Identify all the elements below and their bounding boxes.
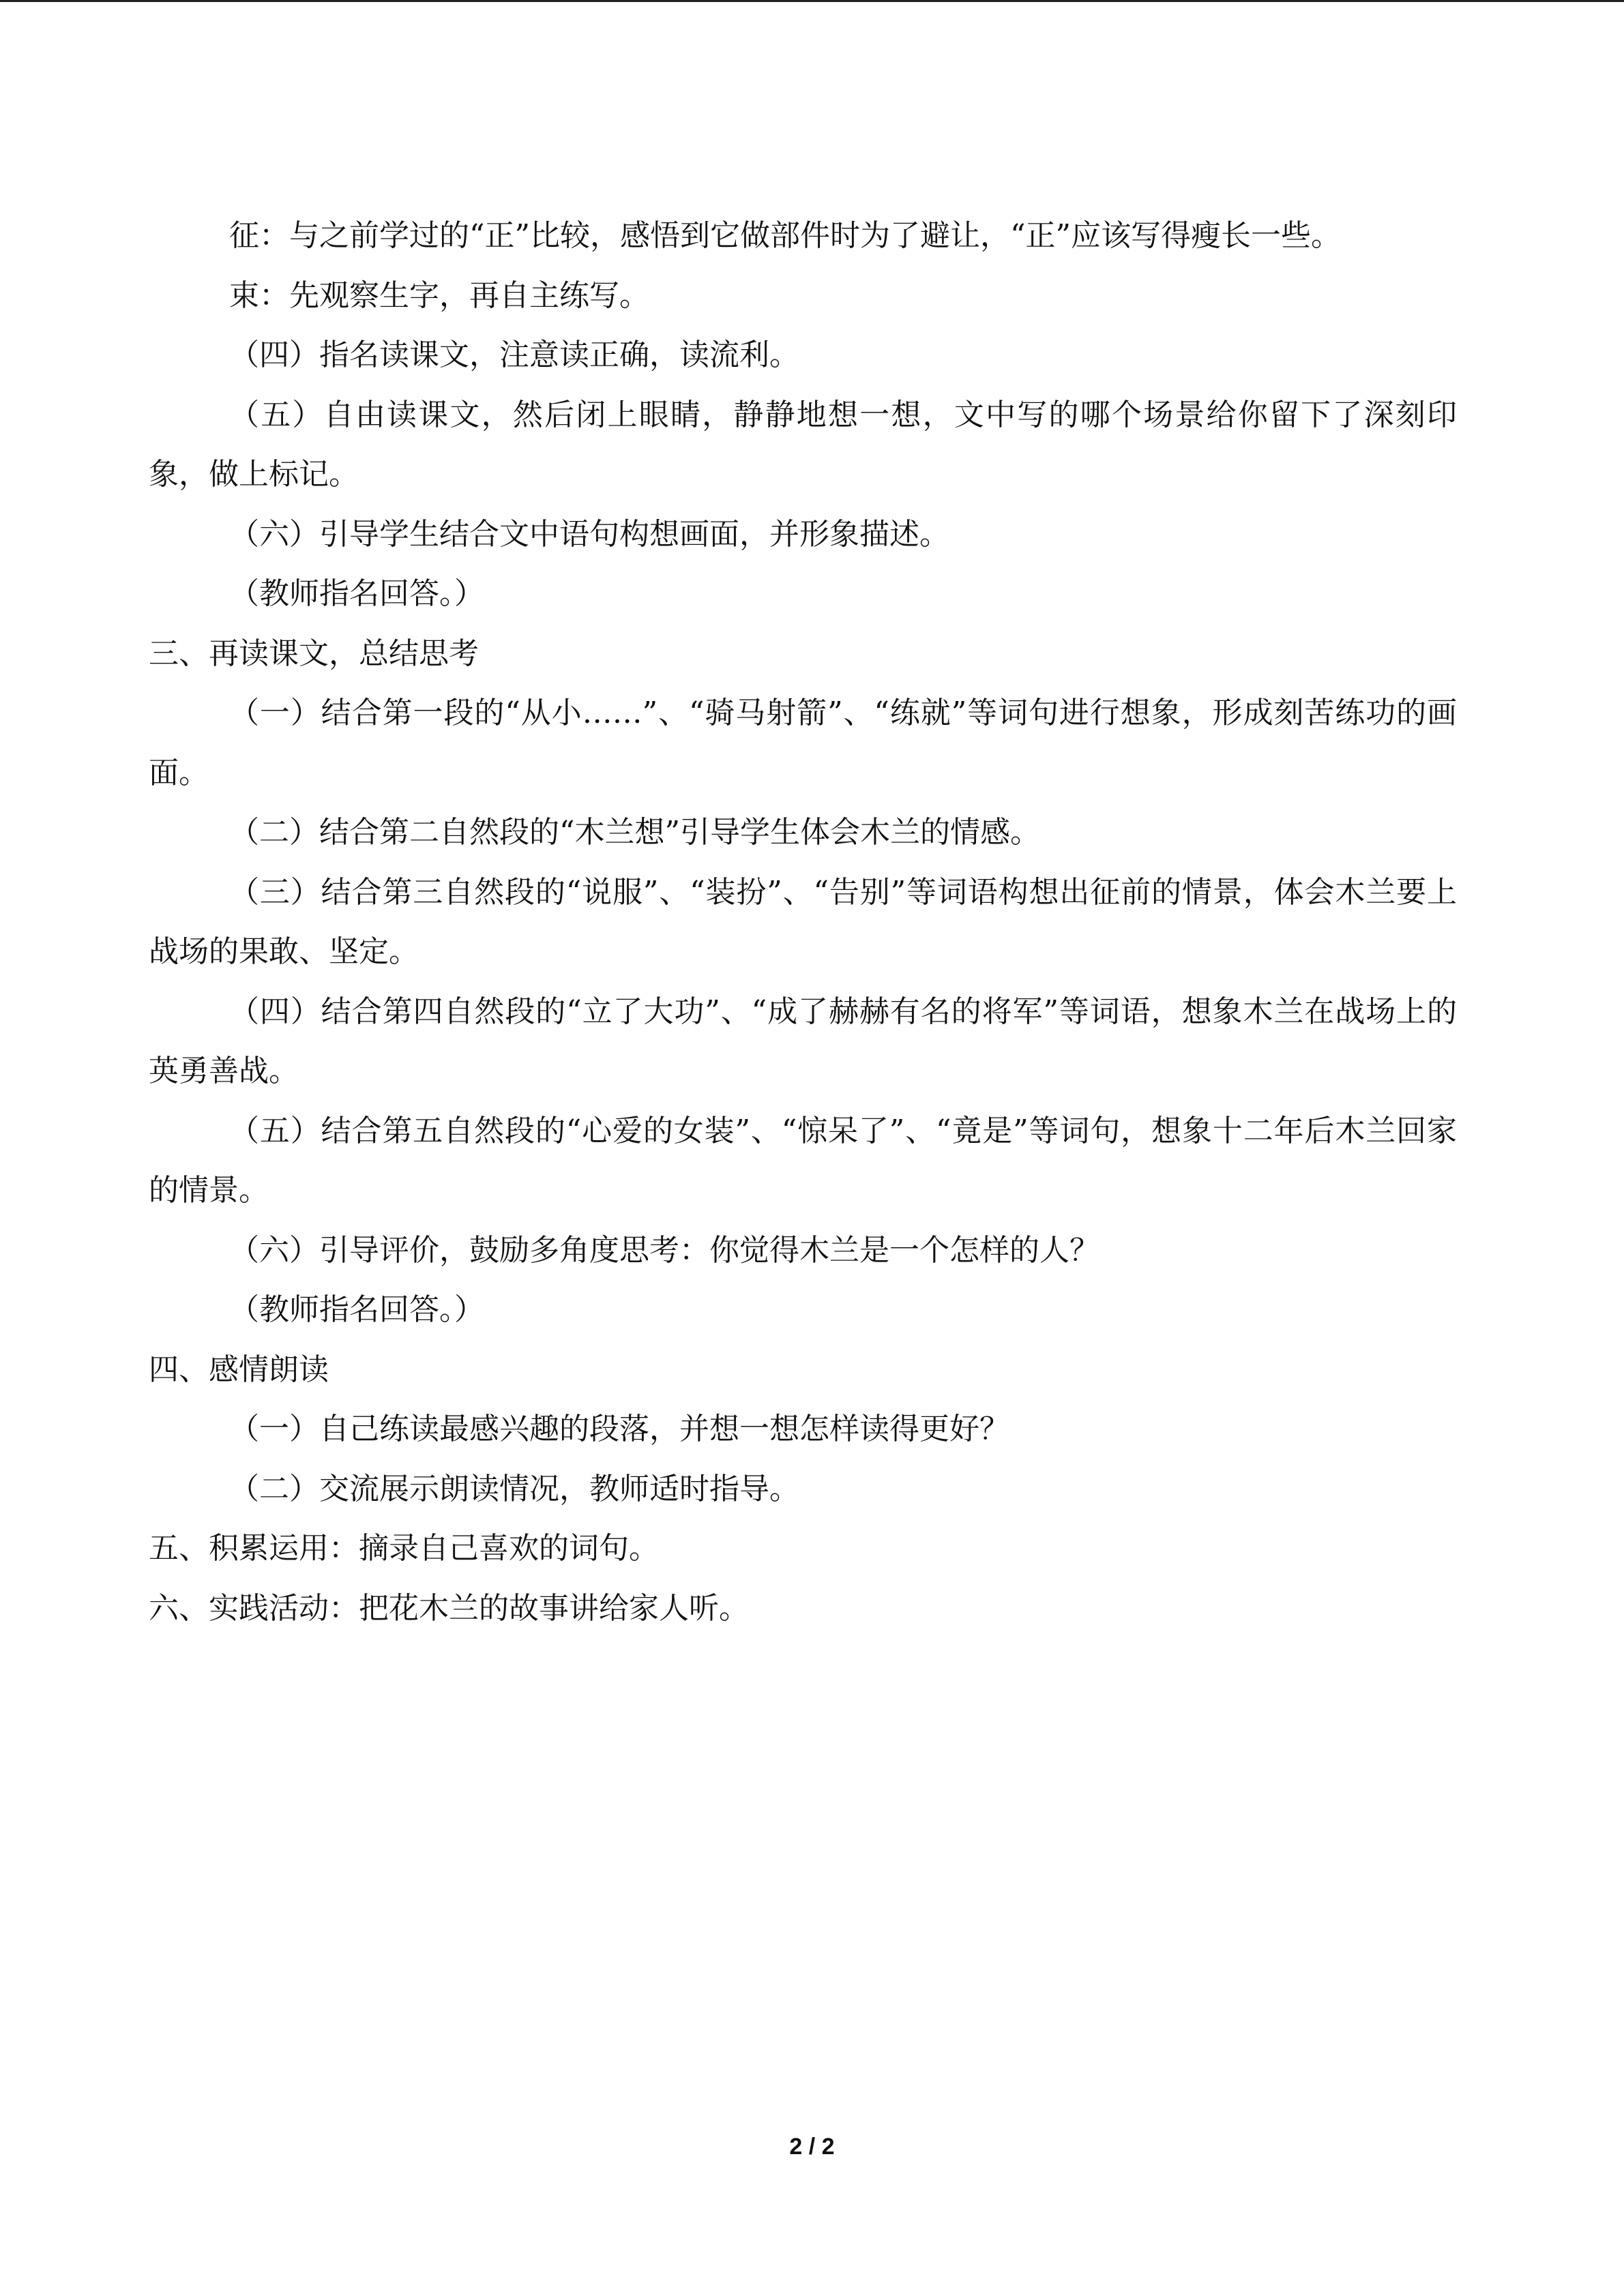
paragraph-free-reading: （五）自由读课文，然后闭上眼睛，静静地想一想，文中写的哪个场景给你留下了深刻印象，做上标记。 xyxy=(149,397,1457,492)
top-rule xyxy=(0,0,1624,2)
document-body xyxy=(149,206,1457,1638)
paragraph-3-6: （六）引导评价，鼓励多角度思考：你觉得木兰是一个怎样的人？ xyxy=(229,1232,1099,1268)
paragraph-3-3: （三）结合第三自然段的“说服”、“装扮”、“告别”等词语构想出征前的情景，体会木兰要上战场的果敢、坚定。 xyxy=(149,874,1457,969)
section-heading-3: 三、再读课文，总结思考 xyxy=(149,636,479,671)
paragraph-4-2: （二）交流展示朗读情况，教师适时指导。 xyxy=(229,1471,799,1506)
paragraph-zheng-character: 征：与之前学过的“正”比较，感悟到它做部件时为了避让，“正”应该写得瘦长一些。 xyxy=(229,218,1341,253)
paragraph-shu-character: 束：先观察生字，再自主练写。 xyxy=(229,278,649,313)
section-heading-6: 六、实践活动：把花木兰的故事讲给家人听。 xyxy=(149,1590,749,1626)
paragraph-teacher-note: （教师指名回答。） xyxy=(229,576,484,611)
paragraph-imagine-scene: （六）引导学生结合文中语句构想画面，并形象描述。 xyxy=(229,516,949,552)
page-number: 2 / 2 xyxy=(789,2134,835,2160)
paragraph-3-4: （四）结合第四自然段的“立了大功”、“成了赫赫有名的将军”等词语，想象木兰在战场上的英勇善战。 xyxy=(149,994,1457,1088)
paragraph-3-2: （二）结合第二自然段的“木兰想”引导学生体会木兰的情感。 xyxy=(229,815,1040,850)
paragraph-4-1: （一）自己练读最感兴趣的段落，并想一想怎样读得更好？ xyxy=(229,1412,1009,1446)
paragraph-3-1: （一）结合第一段的“从小……”、“骑马射箭”、“练就”等词句进行想象，形成刻苦练功的画面。 xyxy=(149,696,1457,790)
section-heading-5: 五、积累运用：摘录自己喜欢的词句。 xyxy=(149,1531,659,1566)
paragraph-read-aloud: （四）指名读课文，注意读正确，读流利。 xyxy=(229,338,799,372)
section-heading-4: 四、感情朗读 xyxy=(149,1352,329,1387)
paragraph-teacher-note: （教师指名回答。） xyxy=(229,1292,484,1327)
paragraph-3-5: （五）结合第五自然段的“心爱的女装”、“惊呆了”、“竟是”等词句，想象十二年后木兰回家的情景。 xyxy=(149,1113,1457,1208)
